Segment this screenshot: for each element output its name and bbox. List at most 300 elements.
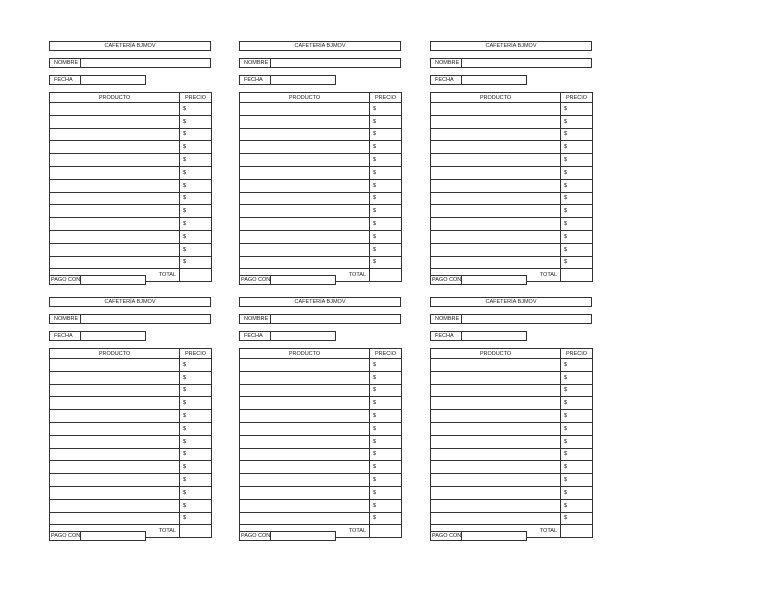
nombre-label: NOMBRE xyxy=(50,315,81,323)
table-row xyxy=(431,115,593,128)
table-row xyxy=(431,359,593,372)
producto-cell[interactable] xyxy=(431,128,561,141)
table-row xyxy=(240,486,402,499)
fecha-value[interactable] xyxy=(81,76,145,84)
producto-cell[interactable] xyxy=(431,230,561,243)
producto-cell[interactable] xyxy=(240,359,370,372)
producto-cell[interactable] xyxy=(431,256,561,269)
table-row xyxy=(50,128,212,141)
precio-cell[interactable]: $ xyxy=(370,474,402,487)
precio-cell[interactable]: $ xyxy=(561,230,593,243)
producto-cell[interactable] xyxy=(431,115,561,128)
precio-header: PRECIO xyxy=(180,93,212,103)
precio-cell[interactable]: $ xyxy=(370,435,402,448)
table-row xyxy=(50,243,212,256)
nombre-field[interactable] xyxy=(49,58,211,68)
pago-con-field[interactable] xyxy=(430,531,527,541)
producto-cell[interactable] xyxy=(431,499,561,512)
producto-cell[interactable] xyxy=(240,141,370,154)
total-value[interactable] xyxy=(180,525,212,538)
pago-con-field[interactable] xyxy=(239,275,336,285)
nombre-field[interactable] xyxy=(49,314,211,324)
precio-cell[interactable]: $ xyxy=(561,192,593,205)
producto-cell[interactable] xyxy=(431,243,561,256)
producto-cell[interactable] xyxy=(50,499,180,512)
producto-cell[interactable] xyxy=(50,410,180,423)
producto-cell[interactable] xyxy=(431,384,561,397)
fecha-field[interactable] xyxy=(430,331,527,341)
producto-cell[interactable] xyxy=(431,205,561,218)
precio-header: PRECIO xyxy=(180,349,212,359)
precio-cell[interactable]: $ xyxy=(561,103,593,116)
precio-cell[interactable]: $ xyxy=(370,461,402,474)
producto-cell[interactable] xyxy=(50,461,180,474)
table-row xyxy=(50,397,212,410)
precio-cell[interactable]: $ xyxy=(370,397,402,410)
producto-cell[interactable] xyxy=(240,192,370,205)
table-row xyxy=(431,499,593,512)
total-value[interactable] xyxy=(561,269,593,282)
producto-cell[interactable] xyxy=(431,359,561,372)
fecha-value[interactable] xyxy=(81,332,145,340)
precio-cell[interactable]: $ xyxy=(561,218,593,231)
precio-cell[interactable]: $ xyxy=(370,243,402,256)
ticket-title: CAFETERÍA BJMOV xyxy=(430,41,592,51)
precio-cell[interactable]: $ xyxy=(370,154,402,167)
producto-cell[interactable] xyxy=(50,243,180,256)
producto-header: PRODUCTO xyxy=(50,93,180,103)
producto-cell[interactable] xyxy=(431,218,561,231)
pago-con-field[interactable] xyxy=(49,275,146,285)
table-row xyxy=(431,422,593,435)
table-row xyxy=(240,359,402,372)
nombre-label: NOMBRE xyxy=(431,315,462,323)
producto-cell[interactable] xyxy=(50,512,180,525)
precio-cell[interactable]: $ xyxy=(561,371,593,384)
table-row xyxy=(240,499,402,512)
table-row xyxy=(50,179,212,192)
product-table xyxy=(49,92,212,282)
nombre-value[interactable] xyxy=(271,315,400,323)
precio-cell[interactable]: $ xyxy=(370,359,402,372)
precio-cell[interactable]: $ xyxy=(370,410,402,423)
table-row xyxy=(50,218,212,231)
table-row xyxy=(431,141,593,154)
table-row xyxy=(431,205,593,218)
precio-cell[interactable]: $ xyxy=(370,486,402,499)
ticket-title: CAFETERÍA BJMOV xyxy=(239,297,401,307)
producto-cell[interactable] xyxy=(431,410,561,423)
table-row xyxy=(431,179,593,192)
producto-cell[interactable] xyxy=(240,166,370,179)
precio-cell[interactable]: $ xyxy=(370,371,402,384)
producto-cell[interactable] xyxy=(50,141,180,154)
producto-cell[interactable] xyxy=(240,486,370,499)
ticket-title: CAFETERÍA BJMOV xyxy=(49,297,211,307)
pago-con-field[interactable] xyxy=(49,531,146,541)
table-row xyxy=(50,461,212,474)
table-row xyxy=(240,103,402,116)
total-value[interactable] xyxy=(180,269,212,282)
table-row xyxy=(431,435,593,448)
precio-cell[interactable]: $ xyxy=(180,384,212,397)
total-label: TOTAL xyxy=(50,269,180,282)
producto-cell[interactable] xyxy=(240,103,370,116)
producto-cell[interactable] xyxy=(50,205,180,218)
table-row xyxy=(50,474,212,487)
precio-cell[interactable]: $ xyxy=(370,205,402,218)
precio-header: PRECIO xyxy=(370,93,402,103)
pago-con-value[interactable] xyxy=(271,532,335,540)
precio-cell[interactable]: $ xyxy=(561,512,593,525)
fecha-value[interactable] xyxy=(462,332,526,340)
nombre-field[interactable] xyxy=(239,58,401,68)
product-table xyxy=(239,348,402,538)
nombre-value[interactable] xyxy=(462,315,591,323)
producto-cell[interactable] xyxy=(50,230,180,243)
precio-cell[interactable]: $ xyxy=(561,256,593,269)
producto-cell[interactable] xyxy=(431,512,561,525)
table-row xyxy=(50,448,212,461)
table-row xyxy=(431,486,593,499)
fecha-label: FECHA xyxy=(50,76,81,84)
precio-cell[interactable]: $ xyxy=(180,512,212,525)
precio-cell[interactable]: $ xyxy=(370,166,402,179)
table-row xyxy=(50,512,212,525)
producto-cell[interactable] xyxy=(431,103,561,116)
pago-con-label: PAGO CON xyxy=(241,277,271,283)
precio-cell[interactable]: $ xyxy=(370,179,402,192)
fecha-field[interactable] xyxy=(239,331,336,341)
precio-cell[interactable]: $ xyxy=(180,499,212,512)
nombre-field[interactable] xyxy=(430,314,592,324)
precio-cell[interactable]: $ xyxy=(180,410,212,423)
fecha-field[interactable] xyxy=(239,75,336,85)
producto-cell[interactable] xyxy=(240,128,370,141)
producto-cell[interactable] xyxy=(240,435,370,448)
table-row xyxy=(240,230,402,243)
precio-cell[interactable]: $ xyxy=(561,141,593,154)
nombre-field[interactable] xyxy=(239,314,401,324)
table-row xyxy=(240,422,402,435)
table-row xyxy=(50,435,212,448)
table-row xyxy=(240,192,402,205)
precio-cell[interactable]: $ xyxy=(561,486,593,499)
precio-cell[interactable]: $ xyxy=(370,499,402,512)
pago-con-label: PAGO CON xyxy=(432,533,462,539)
precio-cell[interactable]: $ xyxy=(370,256,402,269)
producto-cell[interactable] xyxy=(431,179,561,192)
nombre-label: NOMBRE xyxy=(240,59,271,67)
producto-cell[interactable] xyxy=(50,474,180,487)
precio-cell[interactable]: $ xyxy=(180,103,212,116)
producto-cell[interactable] xyxy=(50,154,180,167)
table-row xyxy=(240,128,402,141)
precio-cell[interactable]: $ xyxy=(561,499,593,512)
precio-cell[interactable]: $ xyxy=(561,359,593,372)
producto-cell[interactable] xyxy=(240,448,370,461)
producto-cell[interactable] xyxy=(240,499,370,512)
producto-cell[interactable] xyxy=(431,154,561,167)
pago-con-value[interactable] xyxy=(462,532,526,540)
producto-cell[interactable] xyxy=(431,371,561,384)
fecha-label: FECHA xyxy=(50,332,81,340)
producto-cell[interactable] xyxy=(431,486,561,499)
producto-cell[interactable] xyxy=(50,397,180,410)
total-label: TOTAL xyxy=(240,525,370,538)
producto-cell[interactable] xyxy=(431,166,561,179)
producto-cell[interactable] xyxy=(240,371,370,384)
producto-cell[interactable] xyxy=(50,486,180,499)
table-row xyxy=(50,359,212,372)
producto-cell[interactable] xyxy=(431,435,561,448)
table-row xyxy=(431,448,593,461)
producto-cell[interactable] xyxy=(50,435,180,448)
producto-cell[interactable] xyxy=(240,205,370,218)
producto-cell[interactable] xyxy=(240,422,370,435)
total-label: TOTAL xyxy=(431,269,561,282)
nombre-field[interactable] xyxy=(430,58,592,68)
producto-cell[interactable] xyxy=(240,410,370,423)
table-row xyxy=(240,371,402,384)
precio-cell[interactable]: $ xyxy=(561,384,593,397)
table-row xyxy=(50,486,212,499)
producto-cell[interactable] xyxy=(50,128,180,141)
precio-cell[interactable]: $ xyxy=(370,448,402,461)
producto-cell[interactable] xyxy=(431,141,561,154)
precio-cell[interactable]: $ xyxy=(180,179,212,192)
producto-cell[interactable] xyxy=(240,243,370,256)
producto-cell[interactable] xyxy=(50,359,180,372)
table-row xyxy=(240,218,402,231)
precio-cell[interactable]: $ xyxy=(561,435,593,448)
producto-cell[interactable] xyxy=(431,461,561,474)
producto-header: PRODUCTO xyxy=(431,93,561,103)
precio-cell[interactable]: $ xyxy=(180,486,212,499)
producto-cell[interactable] xyxy=(50,115,180,128)
precio-cell[interactable]: $ xyxy=(180,397,212,410)
table-header-row xyxy=(431,93,593,103)
pago-con-field[interactable] xyxy=(239,531,336,541)
producto-cell[interactable] xyxy=(240,230,370,243)
table-row xyxy=(431,384,593,397)
table-row xyxy=(240,115,402,128)
pago-con-field[interactable] xyxy=(430,275,527,285)
precio-cell[interactable]: $ xyxy=(180,243,212,256)
precio-cell[interactable]: $ xyxy=(180,435,212,448)
producto-cell[interactable] xyxy=(50,166,180,179)
precio-cell[interactable]: $ xyxy=(180,192,212,205)
fecha-field[interactable] xyxy=(49,331,146,341)
producto-cell[interactable] xyxy=(50,256,180,269)
producto-cell[interactable] xyxy=(240,461,370,474)
precio-cell[interactable]: $ xyxy=(561,410,593,423)
table-row xyxy=(431,218,593,231)
ticket-title: CAFETERÍA BJMOV xyxy=(239,41,401,51)
total-value[interactable] xyxy=(370,269,402,282)
precio-cell[interactable]: $ xyxy=(561,166,593,179)
pago-con-value[interactable] xyxy=(81,276,145,284)
precio-cell[interactable]: $ xyxy=(561,422,593,435)
pago-con-label: PAGO CON xyxy=(241,533,271,539)
table-row xyxy=(50,371,212,384)
precio-cell[interactable]: $ xyxy=(180,422,212,435)
precio-cell[interactable]: $ xyxy=(180,371,212,384)
producto-cell[interactable] xyxy=(50,422,180,435)
precio-cell[interactable]: $ xyxy=(180,166,212,179)
table-row xyxy=(431,128,593,141)
producto-cell[interactable] xyxy=(50,192,180,205)
table-row xyxy=(431,512,593,525)
producto-cell[interactable] xyxy=(240,218,370,231)
precio-cell[interactable]: $ xyxy=(561,205,593,218)
table-row xyxy=(240,397,402,410)
table-row xyxy=(240,243,402,256)
fecha-value[interactable] xyxy=(462,76,526,84)
table-row xyxy=(240,448,402,461)
precio-cell[interactable]: $ xyxy=(180,461,212,474)
product-table xyxy=(430,92,593,282)
precio-cell[interactable]: $ xyxy=(370,384,402,397)
precio-cell[interactable]: $ xyxy=(180,205,212,218)
producto-cell[interactable] xyxy=(431,474,561,487)
precio-cell[interactable]: $ xyxy=(561,448,593,461)
precio-cell[interactable]: $ xyxy=(180,141,212,154)
fecha-label: FECHA xyxy=(431,76,462,84)
precio-cell[interactable]: $ xyxy=(370,192,402,205)
precio-cell[interactable]: $ xyxy=(561,243,593,256)
producto-cell[interactable] xyxy=(240,154,370,167)
precio-cell[interactable]: $ xyxy=(370,103,402,116)
producto-cell[interactable] xyxy=(431,422,561,435)
table-row xyxy=(240,256,402,269)
table-row xyxy=(431,243,593,256)
producto-cell[interactable] xyxy=(50,218,180,231)
pago-con-value[interactable] xyxy=(81,532,145,540)
table-row xyxy=(240,141,402,154)
table-header-row xyxy=(431,349,593,359)
fecha-value[interactable] xyxy=(271,76,335,84)
precio-cell[interactable]: $ xyxy=(561,115,593,128)
fecha-field[interactable] xyxy=(430,75,527,85)
precio-cell[interactable]: $ xyxy=(370,115,402,128)
producto-cell[interactable] xyxy=(240,179,370,192)
producto-cell[interactable] xyxy=(240,512,370,525)
fecha-field[interactable] xyxy=(49,75,146,85)
precio-cell[interactable]: $ xyxy=(561,154,593,167)
pago-con-label: PAGO CON xyxy=(51,533,81,539)
producto-cell[interactable] xyxy=(431,397,561,410)
producto-cell[interactable] xyxy=(240,474,370,487)
producto-header: PRODUCTO xyxy=(431,349,561,359)
table-row xyxy=(50,115,212,128)
total-label: TOTAL xyxy=(50,525,180,538)
precio-cell[interactable]: $ xyxy=(180,256,212,269)
producto-header: PRODUCTO xyxy=(240,93,370,103)
precio-cell[interactable]: $ xyxy=(561,179,593,192)
nombre-value[interactable] xyxy=(81,315,210,323)
product-table xyxy=(49,348,212,538)
table-row xyxy=(431,166,593,179)
precio-cell[interactable]: $ xyxy=(180,230,212,243)
precio-cell[interactable]: $ xyxy=(370,141,402,154)
table-row xyxy=(50,499,212,512)
table-row xyxy=(50,256,212,269)
precio-cell[interactable]: $ xyxy=(370,230,402,243)
producto-cell[interactable] xyxy=(240,397,370,410)
precio-cell[interactable]: $ xyxy=(180,154,212,167)
precio-cell[interactable]: $ xyxy=(561,461,593,474)
table-row xyxy=(431,410,593,423)
precio-cell[interactable]: $ xyxy=(561,128,593,141)
pago-con-label: PAGO CON xyxy=(51,277,81,283)
producto-cell[interactable] xyxy=(50,371,180,384)
precio-cell[interactable]: $ xyxy=(180,218,212,231)
table-row xyxy=(431,230,593,243)
producto-cell[interactable] xyxy=(240,115,370,128)
table-row xyxy=(431,256,593,269)
precio-cell[interactable]: $ xyxy=(370,128,402,141)
pago-con-label: PAGO CON xyxy=(432,277,462,283)
ticket-title: CAFETERÍA BJMOV xyxy=(430,297,592,307)
precio-header: PRECIO xyxy=(561,349,593,359)
nombre-value[interactable] xyxy=(462,59,591,67)
precio-cell[interactable]: $ xyxy=(561,474,593,487)
table-row xyxy=(431,397,593,410)
table-row xyxy=(240,474,402,487)
nombre-label: NOMBRE xyxy=(50,59,81,67)
producto-cell[interactable] xyxy=(240,256,370,269)
precio-cell[interactable]: $ xyxy=(180,359,212,372)
producto-cell[interactable] xyxy=(50,179,180,192)
total-label: TOTAL xyxy=(240,269,370,282)
producto-cell[interactable] xyxy=(50,384,180,397)
table-row xyxy=(431,103,593,116)
ticket-title: CAFETERÍA BJMOV xyxy=(49,41,211,51)
producto-cell[interactable] xyxy=(50,103,180,116)
table-row xyxy=(240,435,402,448)
total-value[interactable] xyxy=(561,525,593,538)
producto-cell[interactable] xyxy=(50,448,180,461)
pago-con-value[interactable] xyxy=(271,276,335,284)
nombre-value[interactable] xyxy=(271,59,400,67)
pago-con-value[interactable] xyxy=(462,276,526,284)
precio-cell[interactable]: $ xyxy=(180,448,212,461)
fecha-value[interactable] xyxy=(271,332,335,340)
precio-cell[interactable]: $ xyxy=(561,397,593,410)
fecha-label: FECHA xyxy=(240,76,271,84)
table-header-row xyxy=(240,93,402,103)
producto-cell[interactable] xyxy=(431,192,561,205)
table-row xyxy=(50,192,212,205)
precio-cell[interactable]: $ xyxy=(370,422,402,435)
table-row xyxy=(240,205,402,218)
precio-cell[interactable]: $ xyxy=(180,474,212,487)
table-row xyxy=(50,205,212,218)
total-value[interactable] xyxy=(370,525,402,538)
precio-cell[interactable]: $ xyxy=(370,218,402,231)
producto-cell[interactable] xyxy=(431,448,561,461)
nombre-value[interactable] xyxy=(81,59,210,67)
table-header-row xyxy=(50,93,212,103)
precio-cell[interactable]: $ xyxy=(180,128,212,141)
precio-cell[interactable]: $ xyxy=(180,115,212,128)
table-row xyxy=(240,512,402,525)
table-row xyxy=(50,410,212,423)
fecha-label: FECHA xyxy=(240,332,271,340)
precio-cell[interactable]: $ xyxy=(370,512,402,525)
producto-cell[interactable] xyxy=(240,384,370,397)
